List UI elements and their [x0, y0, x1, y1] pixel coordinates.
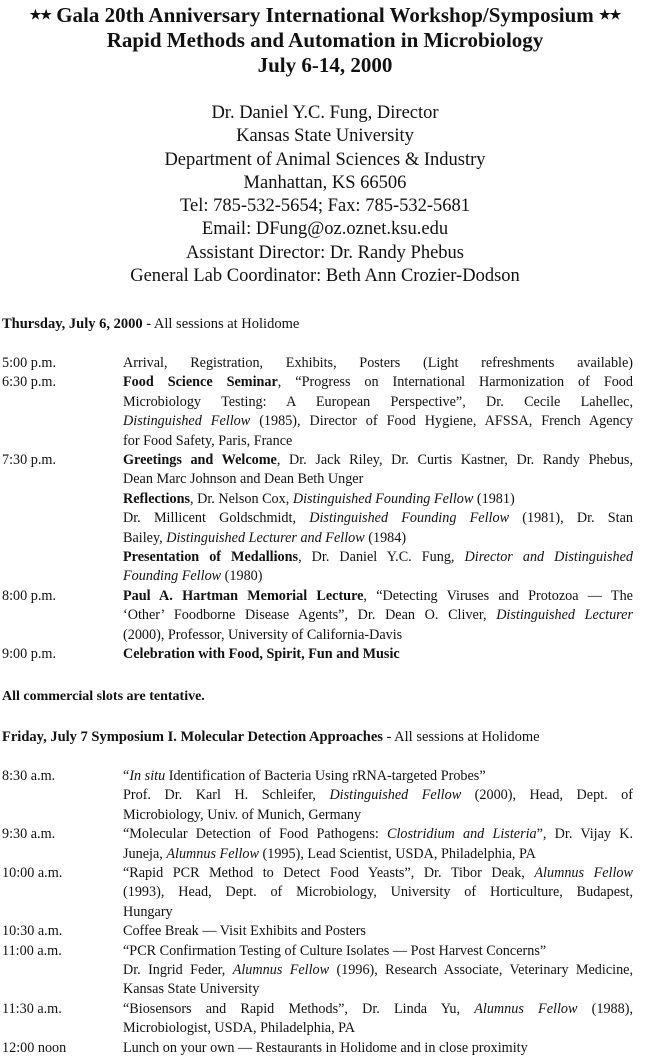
description-line — [123, 432, 633, 451]
text-run: (1996), Research Associate, Veterinary Medicine, — [329, 962, 634, 979]
friday-heading — [2, 729, 540, 746]
description-line — [123, 490, 633, 509]
description-line — [123, 864, 633, 883]
title-text: Gala 20th Anniversary International Workshop/Symposium — [56, 3, 594, 27]
description-line — [123, 1019, 633, 1038]
schedule-description — [123, 1000, 633, 1039]
schedule-item — [0, 922, 650, 941]
schedule-item — [0, 767, 650, 825]
title-line-2: Rapid Methods and Automation in Microbiology — [106, 28, 544, 52]
schedule-time: 12:00 noon — [2, 1039, 67, 1056]
session-title: Reflections — [123, 490, 190, 507]
text-run: “Molecular Detection of Food Pathogens: — [123, 826, 387, 843]
description-line — [123, 354, 633, 373]
schedule-description — [123, 645, 633, 664]
schedule-time: 5:00 p.m. — [2, 355, 56, 371]
text-run: , Dr. Daniel Y.C. Fung, — [298, 549, 465, 566]
text-run: Kansas State University — [123, 981, 260, 998]
schedule-item — [0, 354, 650, 373]
honor-title: Distinguished Lecturer and Fellow — [166, 529, 365, 546]
honor-title: Director and Distinguished — [464, 549, 633, 566]
thursday-heading-date: Thursday, July 6, 2000 — [2, 316, 143, 332]
schedule-item — [0, 864, 650, 922]
text-run: (2000), Head, Dept. of — [461, 787, 633, 804]
session-title: Presentation of Medallions — [123, 549, 299, 566]
description-line — [123, 922, 633, 941]
schedule-description — [123, 922, 633, 941]
schedule-time: 11:30 a.m. — [2, 1000, 62, 1017]
description-line — [123, 626, 633, 645]
thursday-schedule — [0, 354, 650, 665]
schedule-item — [0, 451, 650, 587]
contact-line: Department of Animal Sciences & Industry — [164, 149, 486, 170]
stars-icon-right: ★★ — [599, 7, 621, 22]
text-run: , “Progress on International Harmonization of Food — [277, 374, 633, 391]
schedule-time: 10:00 a.m. — [2, 865, 63, 882]
text-run: (1995), Lead Scientist, USDA, Philadelphia, PA — [258, 845, 536, 862]
description-line — [123, 825, 633, 844]
schedule-description — [123, 825, 633, 864]
schedule-item — [0, 373, 650, 451]
text-run: Microbiologist, USDA, Philadelphia, PA — [123, 1020, 356, 1037]
honor-title: Clostridium and Listeria — [387, 826, 537, 843]
text-run: (1981), Dr. Stan — [509, 510, 634, 527]
description-line — [123, 961, 633, 980]
honor-title: In situ — [129, 768, 166, 784]
description-line — [123, 942, 633, 961]
title-dates: July 6-14, 2000 — [257, 53, 393, 77]
description-line — [123, 1000, 633, 1019]
schedule-time: 8:30 a.m. — [2, 768, 56, 784]
schedule-description — [123, 451, 633, 587]
schedule-item — [0, 587, 650, 645]
text-run: , Dr. Jack Riley, Dr. Curtis Kastner, Dr. Randy Phebus, — [276, 452, 633, 469]
tentative-note: All commercial slots are tentative. — [2, 689, 205, 704]
description-line — [123, 903, 633, 922]
text-run: “Biosensors and Rapid Methods”, Dr. Linda Yu, — [123, 1000, 475, 1017]
text-run: (2000), Professor, University of California-Davis — [123, 626, 403, 643]
text-run: Dr. Millicent Goldschmidt, — [123, 510, 310, 527]
description-line — [123, 567, 633, 586]
text-run: (1980) — [221, 568, 263, 585]
schedule-time: 8:00 p.m. — [2, 587, 56, 604]
honor-title: Alumnus Fellow — [166, 845, 259, 862]
schedule-description — [123, 587, 633, 645]
session-title: Greetings and Welcome — [123, 452, 277, 469]
text-run: ‘Other’ Foodborne Disease Agents”, Dr. Dean O. Cliver, — [123, 607, 497, 624]
text-run: Microbiology, Univ. of Munich, Germany — [123, 806, 362, 823]
schedule-item — [0, 825, 650, 864]
description-line — [123, 509, 633, 528]
honor-title: Distinguished Fellow — [123, 413, 251, 430]
session-title: Celebration with Food, Spirit, Fun and Music — [123, 646, 400, 663]
schedule-description — [123, 864, 633, 922]
text-run: (1985), Director of Food Hygiene, AFSSA, French Agency — [250, 413, 633, 430]
honor-title: Alumnus Fellow — [534, 865, 633, 882]
schedule-description — [123, 1039, 633, 1058]
description-line — [123, 393, 633, 412]
contact-line: Manhattan, KS 66506 — [243, 172, 407, 193]
schedule-description — [123, 354, 633, 373]
honor-title: Founding Fellow — [123, 568, 222, 585]
text-run: (1984) — [364, 529, 407, 546]
schedule-time: 9:00 p.m. — [2, 646, 56, 663]
description-line — [123, 548, 633, 567]
honor-title: Distinguished Founding Fellow — [292, 490, 474, 507]
thursday-heading-location: - All sessions at Holidome — [142, 316, 300, 332]
text-run: Coffee Break — Visit Exhibits and Posters — [123, 923, 366, 940]
schedule-time: 7:30 p.m. — [2, 452, 56, 469]
title-block — [0, 2, 650, 78]
schedule-time: 11:00 a.m. — [2, 942, 62, 959]
text-run: Bailey, — [123, 529, 167, 546]
text-run: for Food Safety, Paris, France — [123, 432, 293, 449]
description-line — [123, 529, 633, 548]
description-line — [123, 883, 633, 902]
title-line-1 — [0, 2, 650, 28]
stars-icon-left: ★★ — [29, 7, 51, 22]
session-title: Paul A. Hartman Memorial Lecture — [123, 587, 364, 604]
friday-heading-location: - All sessions at Holidome — [382, 729, 540, 745]
description-line — [123, 451, 633, 470]
honor-title: Distinguished Lecturer — [496, 607, 633, 624]
friday-heading-title: Friday, July 7 Symposium I. Molecular Detection Approaches — [2, 729, 383, 745]
schedule-description — [123, 373, 633, 451]
contact-block — [0, 102, 650, 288]
schedule-item — [0, 942, 650, 1000]
description-line — [123, 980, 633, 999]
contact-line: Assistant Director: Dr. Randy Phebus — [186, 242, 464, 263]
text-run: (1981) — [473, 490, 515, 507]
text-run: Dr. Ingrid Feder, — [123, 962, 233, 979]
contact-line: General Lab Coordinator: Beth Ann Crozier-Dodson — [130, 266, 520, 287]
text-run: “PCR Confirmation Testing of Culture Isolates — Post Harvest Concerns” — [123, 942, 547, 959]
schedule-description — [123, 942, 633, 1000]
honor-title: Alumnus Fellow — [474, 1000, 578, 1017]
text-run: ”, Dr. Vijay K. — [536, 826, 633, 843]
contact-line: Dr. Daniel Y.C. Fung, Director — [211, 103, 439, 123]
description-line — [123, 412, 633, 431]
text-run: (1988), — [577, 1000, 634, 1017]
description-line — [123, 767, 633, 786]
text-run: Microbiology Testing: A European Perspective”, Dr. Cecile Lahellec, — [123, 393, 633, 410]
text-run: Identification of Bacteria Using rRNA-targeted Probes” — [165, 768, 486, 784]
text-run: (1993), Head, Dept. of Microbiology, University of Horticulture, Budapest, — [123, 884, 633, 901]
schedule-description — [123, 767, 633, 825]
honor-title: Distinguished Founding Fellow — [309, 510, 510, 527]
text-run: , “Detecting Viruses and Protozoa — The — [363, 587, 633, 604]
description-line — [123, 606, 633, 625]
description-line — [123, 373, 633, 392]
text-run: Hungary — [123, 903, 173, 920]
text-run: Dean Marc Johnson and Dean Beth Unger — [123, 471, 364, 488]
description-line — [123, 587, 633, 606]
text-run: Juneja, — [123, 845, 167, 862]
schedule-time: 6:30 p.m. — [2, 374, 56, 391]
honor-title: Alumnus Fellow — [232, 962, 330, 979]
thursday-heading — [2, 316, 299, 333]
text-run: Lunch on your own — Restaurants in Holidome and in close proximity — [123, 1039, 528, 1056]
contact-line: Tel: 785-532-5654; Fax: 785-532-5681 — [179, 196, 471, 217]
description-line — [123, 845, 633, 864]
text-run: “ — [123, 768, 130, 784]
description-line — [123, 786, 633, 805]
schedule-item — [0, 645, 650, 664]
schedule-time: 9:30 a.m. — [2, 826, 56, 843]
description-line — [123, 645, 633, 664]
contact-email: Email: DFung@oz.oznet.ksu.edu — [201, 219, 449, 240]
text-run: Arrival, Registration, Exhibits, Posters (Light refreshments available) — [123, 355, 633, 371]
schedule-time: 10:30 a.m. — [2, 923, 63, 940]
friday-schedule — [0, 767, 650, 1058]
schedule-item — [0, 1039, 650, 1058]
description-line — [123, 1039, 633, 1058]
schedule-item — [0, 1000, 650, 1039]
honor-title: Distinguished Fellow — [329, 787, 462, 804]
text-run: Prof. Dr. Karl H. Schleifer, — [123, 787, 330, 804]
text-run: , Dr. Nelson Cox, — [189, 490, 293, 507]
description-line — [123, 470, 633, 489]
text-run: “Rapid PCR Method to Detect Food Yeasts”, Dr. Tibor Deak, — [123, 865, 535, 882]
contact-line: Kansas State University — [236, 126, 414, 147]
description-line — [123, 806, 633, 825]
session-title: Food Science Seminar — [123, 374, 278, 391]
